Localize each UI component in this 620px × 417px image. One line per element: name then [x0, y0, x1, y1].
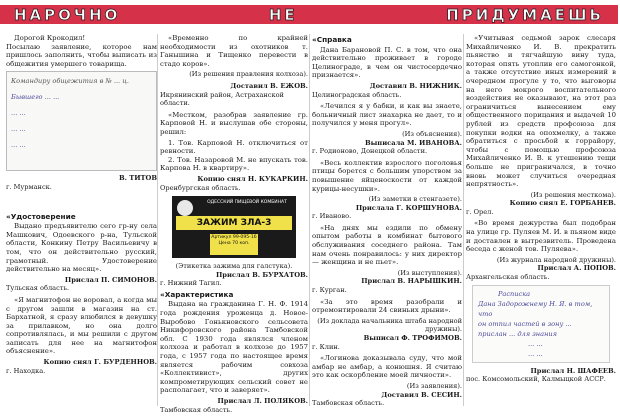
source-note: (Из выступления). [397, 268, 462, 277]
place: г. Мурманск. [6, 182, 52, 191]
banner-word-1: НАРОЧНО [14, 5, 121, 24]
banner-title [14, 2, 604, 27]
column-divider [463, 34, 464, 406]
signature: Прислала Г. КОРШУНОВА. [355, 203, 462, 212]
receipt-line: ... ... [528, 339, 543, 348]
signature: Копию снял Г. БУРДЕННОВ. [43, 358, 157, 367]
signature: В. ТИТОВ [118, 174, 157, 183]
receipt-line: он отпил частей в зону ... [478, 319, 572, 328]
form-line: ... ... [11, 125, 26, 134]
signature: Выписал Ф. ТРОФИМОВ. [363, 334, 462, 342]
place: Икрянинский район, Астраханской области. [160, 90, 284, 108]
form-line: ... ... [11, 109, 26, 118]
column-4 [466, 34, 616, 387]
source-note: (Из заметки в стенгазете). [368, 195, 462, 204]
item-text: 1. Тов. Карповой Н. отключиться от ревности. [160, 138, 308, 156]
source-note: (Из решения месткома). [530, 190, 616, 199]
item-text: «На днях мы ездили по обмену опытом работы в комбинат бытового обслуживания соседнего района. Там нам очень понравилось: у них директор — женщина и не пьет». [312, 223, 462, 267]
place: г. Родионово, Донецкой области. [312, 147, 428, 156]
place: пос. Комсомольский, Калмыцкой АССР. [466, 375, 606, 384]
label-name: ЗАЖИМ ЗЛА-3 [176, 216, 292, 230]
receipt-line: Дана Задорожнему Н. Я. в том, что [478, 299, 593, 318]
item-text: «Логинова доказывала суду, что мой амбар не амбар, а конюшня. Я считаю это как оскорбление моей личности». [312, 354, 462, 380]
place: Оренбургская область. [160, 183, 241, 192]
label-emblem-icon [177, 200, 193, 216]
source-note: (Из доклада начальника штаба народной дружины). [317, 316, 462, 334]
source-note: (Из заявления). [406, 381, 462, 390]
item-text: «Я магнитофон не воровал, а когда мы с другом зашли в магазин на ст. Бархатной, я сразу влюбился в девушку за прилавком, но она долго сопротивлялась, и мы решили с другом записать для нее на магнитофон объяснение». [6, 295, 157, 356]
place: Тульская область. [6, 284, 70, 293]
receipt-line: Расписка [498, 289, 531, 298]
source-note: (Из журнала народной дружины). [496, 255, 616, 264]
item-heading: «Справка [312, 35, 352, 44]
signature: Копию снял Е. ГОРБАНЕВ. [509, 199, 616, 208]
column-divider [157, 34, 158, 406]
intro-text: Дорогой Крокодил! Посылаю заявление, которое нам пришлось заполнить, чтобы выписать из общежития умершего товарища. [6, 34, 157, 68]
item-text: Дана Барановой П. С. в том, что она действительно проживает в городе Целиноградe, в чем он чистосердечно признается». [312, 45, 462, 80]
item-text: Выдана на гражданина Г. Н. Ф. 1914 года рождения уроженца д. Новое-Выробово Гонькновского сельсовета Никифоровского района Тамбовской обл. С 1930 года являлся членом колхоза и работал в колхозе до 1957 года, с 1957 года по настоящее время является рабочим совхоза «Коллективист», других компрометирующих сельский совет не располагает, что и заверяет». [160, 300, 308, 395]
caption: (Этикетка зажима для галстука). [175, 262, 293, 271]
handwritten-receipt-image [472, 285, 610, 363]
column-2 [160, 34, 308, 417]
receipt-line: ... ... [528, 349, 543, 358]
place: г. Нижний Тагил. [160, 279, 222, 288]
item-text: «Во время дежурства был подобран на улице гр. Пуляев М. И. в пьяном виде и доставлен в вытрезвитель. Проведена беседа с женой тов. Пуляева». [466, 219, 616, 254]
signature: Доставил В. СЕСИН. [381, 390, 462, 399]
place: Целиноградская область. [312, 90, 402, 99]
signature: Выписала М. ИВАНОВА. [364, 138, 462, 147]
signature: Доставил В. НИЖНИК. [369, 81, 462, 90]
signature: Доставил В. ЕЖОВ. [230, 81, 308, 90]
banner [0, 0, 620, 27]
signature: Копию снял Н. КУКАРКИН. [197, 174, 308, 183]
place: г. Находка. [6, 366, 46, 375]
signature: Прислал В. НАРЫШКИН. [361, 277, 462, 286]
form-line: ... ... [11, 141, 26, 150]
item-text: «Учитывая седьмой зарок слесаря Михайличенко И. В. прекратить пьянство и тягчайшую вину туда, которая опять утоплив его самогонкой, а также отсутствие иных измерений в очередном прогуле у то, что выговоры на него мокрого воспитательного воздействия не оказывают, на этот раз ограничиться вынесением ему общественного порицания и выдачей 10 рублей из средств профсоюза для покупки водки на опохмелку, а также обратиться с просьбой к горрайору, чтобы с помощью профсоюза Михайличенко И. В. к утешению тещи больше не приграничался, в точно вновь может случиться очередная непрятность». [466, 34, 616, 189]
source-note: (Из решения правления колхоза). [189, 70, 308, 79]
place: г. Курган. [312, 286, 347, 295]
item-text: «Местком, разобрав заявление гр. Карповой Н. и выслушав обе стороны, решил: [160, 110, 308, 136]
item-text: «Весь коллектив взрослого поголовья птицы борется с большим упорством за повышение яйценоскости от каждой курицы-несушки». [312, 158, 462, 193]
label-top-text: ОДЕССКИЙ ПИЩЕВОЙ КОМБИНАТ [207, 200, 287, 206]
item-heading: «Характеристика [160, 289, 234, 299]
item-text: 2. Тов. Назаровой М. не впускать тов. Карпова Н. в квартиру». [160, 155, 308, 173]
place: г. Клин. [312, 342, 340, 351]
signature: Прислал В. БУРХАТОВ. [215, 270, 308, 279]
column-divider [309, 34, 310, 406]
signature: Прислал А. ПОПОВ. [537, 264, 616, 273]
label-info: Артикул 99-095-16 Цена 70 коп. [210, 234, 258, 255]
item-text: «За это время разобрали и отремонтировали 24 свиньих дрыни». [312, 297, 462, 315]
item-heading: «Удостоверение [6, 211, 76, 221]
tie-clip-label-image [172, 196, 296, 258]
item-text: Выдано предъявителю сего гр-ну села Машкович, Одоевского р-на, Тульской области, Конкину Петру Васильевичу в том, что он действительно русский, грамотный. Удостоверение действительно на месяц». [6, 222, 157, 274]
form-line: Бывшего ... ... [11, 93, 60, 102]
item-text: «Временно по крайней необходимости из охотников т. Ганышина и Тищенко перевести в стадо коров». [160, 34, 308, 68]
column-3 [312, 34, 462, 411]
banner-word-2: НЕ [268, 5, 298, 24]
place: Тамбовская область. [312, 399, 385, 408]
signature: Прислал П. СИМОНОВ. [64, 275, 157, 284]
signature: Прислал Л. ПОЛЯКОВ. [217, 397, 308, 405]
signature: Прислал Н. ШАФЕЕВ. [530, 366, 616, 375]
form-line: Командиру общежития в № ... ц. [11, 77, 129, 86]
banner-word-3: ПРИДУМАЕШЬ [446, 5, 604, 24]
place: Тамбовская область. [160, 405, 233, 414]
column-1 [6, 34, 157, 378]
place: г. Иваново. [312, 212, 352, 221]
place: Архангельская область. [466, 273, 550, 282]
place: г. Орел. [466, 207, 494, 216]
form-document-image [6, 71, 157, 171]
receipt-line: прислан ... для знания [478, 329, 558, 338]
item-text: «Лечился я у бабки, и как вы знаете, больничный лист знахарка не дает, то и получился у меня прогул». [312, 102, 462, 128]
source-note: (Из объяснения). [402, 129, 462, 138]
